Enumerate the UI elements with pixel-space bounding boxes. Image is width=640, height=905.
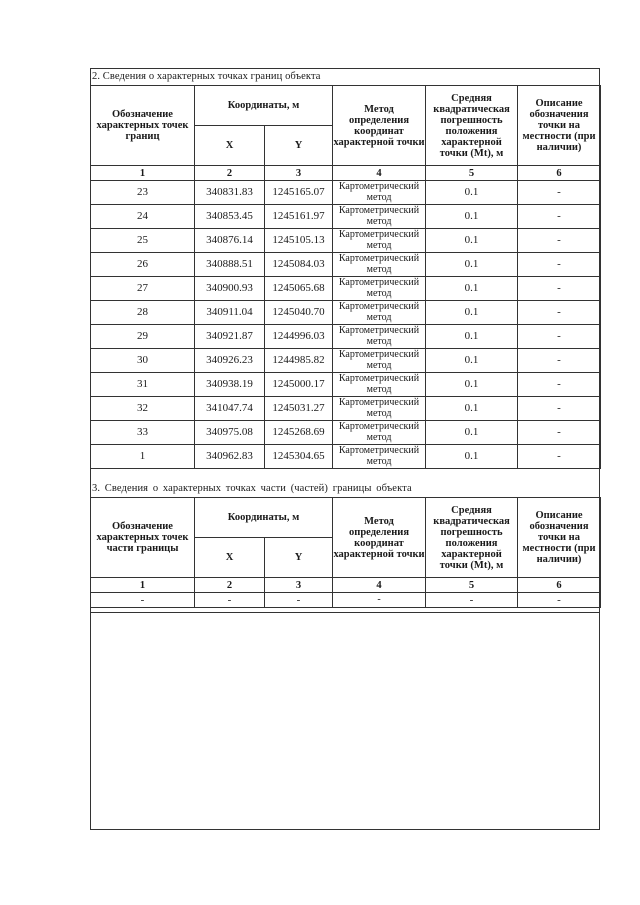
col-number: 5 xyxy=(426,166,518,181)
error-cell: 0.1 xyxy=(426,253,518,277)
x-coordinate-cell: 341047.74 xyxy=(195,397,265,421)
x-coordinate-cell: 340962.83 xyxy=(195,445,265,469)
method-cell: Картометрический метод xyxy=(333,373,426,397)
col-number: 2 xyxy=(195,166,265,181)
description-cell: - xyxy=(518,397,601,421)
table-row xyxy=(91,445,601,469)
point-cell: 31 xyxy=(91,373,195,397)
error-cell: 0.1 xyxy=(426,325,518,349)
point-cell: 28 xyxy=(91,301,195,325)
description-cell: - xyxy=(518,205,601,229)
table-row xyxy=(91,229,601,253)
method-cell: Картометрический метод xyxy=(333,277,426,301)
error-cell: 0.1 xyxy=(426,445,518,469)
method-cell: Картометрический метод xyxy=(333,349,426,373)
section2-title: 2. Сведения о характерных точках границ объекта xyxy=(92,71,321,82)
col-number: 2 xyxy=(195,578,265,593)
header-description: Описание обозначения точки на местности (при наличии) xyxy=(518,498,601,578)
point-cell: 29 xyxy=(91,325,195,349)
point-cell: 30 xyxy=(91,349,195,373)
x-coordinate-cell: 340975.08 xyxy=(195,421,265,445)
error-cell: 0.1 xyxy=(426,181,518,205)
point-cell: 1 xyxy=(91,445,195,469)
header-coordinates: Координаты, м xyxy=(195,86,333,126)
point-cell: 23 xyxy=(91,181,195,205)
table-row xyxy=(91,593,601,608)
description-cell: - xyxy=(518,593,601,608)
col-number: 4 xyxy=(333,578,426,593)
method-cell: Картометрический метод xyxy=(333,421,426,445)
description-cell: - xyxy=(518,349,601,373)
method-cell: - xyxy=(333,593,426,608)
x-coordinate-cell: 340926.23 xyxy=(195,349,265,373)
method-cell: Картометрический метод xyxy=(333,397,426,421)
header-designation: Обозначение характерных точек части границы xyxy=(91,498,195,578)
header-x: X xyxy=(195,126,265,166)
point-cell: 25 xyxy=(91,229,195,253)
col-number: 6 xyxy=(518,166,601,181)
table-row xyxy=(91,301,601,325)
y-coordinate-cell: 1245268.69 xyxy=(265,421,333,445)
method-cell: Картометрический метод xyxy=(333,181,426,205)
y-coordinate-cell: 1244996.03 xyxy=(265,325,333,349)
table-row xyxy=(91,421,601,445)
header-coordinates: Координаты, м xyxy=(195,498,333,538)
col-number: 3 xyxy=(265,166,333,181)
header-error: Средняя квадратическая погрешность положения характерной точки (Mt), м xyxy=(426,86,518,166)
description-cell: - xyxy=(518,373,601,397)
table-row xyxy=(91,253,601,277)
point-cell: 32 xyxy=(91,397,195,421)
method-cell: Картометрический метод xyxy=(333,205,426,229)
header-error: Средняя квадратическая погрешность положения характерной точки (Mt), м xyxy=(426,498,518,578)
header-y: Y xyxy=(265,538,333,578)
column-number-row xyxy=(91,578,601,593)
col-number: 5 xyxy=(426,578,518,593)
error-cell: 0.1 xyxy=(426,205,518,229)
y-coordinate-cell: 1245165.07 xyxy=(265,181,333,205)
error-cell: - xyxy=(426,593,518,608)
error-cell: 0.1 xyxy=(426,421,518,445)
point-cell: 26 xyxy=(91,253,195,277)
col-number: 4 xyxy=(333,166,426,181)
boundary-part-points-table xyxy=(90,497,601,608)
method-cell: Картометрический метод xyxy=(333,229,426,253)
table-end-divider xyxy=(90,612,600,613)
point-cell: 27 xyxy=(91,277,195,301)
x-coordinate-cell: 340921.87 xyxy=(195,325,265,349)
y-coordinate-cell: 1245065.68 xyxy=(265,277,333,301)
description-cell: - xyxy=(518,325,601,349)
col-number: 1 xyxy=(91,166,195,181)
boundary-points-table xyxy=(90,85,601,469)
x-coordinate-cell: 340853.45 xyxy=(195,205,265,229)
error-cell: 0.1 xyxy=(426,277,518,301)
column-number-row xyxy=(91,166,601,181)
table-row xyxy=(91,373,601,397)
error-cell: 0.1 xyxy=(426,373,518,397)
col-number: 6 xyxy=(518,578,601,593)
col-number: 1 xyxy=(91,578,195,593)
y-coordinate-cell: 1245161.97 xyxy=(265,205,333,229)
table-row xyxy=(91,205,601,229)
y-coordinate-cell: 1245031.27 xyxy=(265,397,333,421)
table-row xyxy=(91,397,601,421)
header-y: Y xyxy=(265,126,333,166)
x-coordinate-cell: 340938.19 xyxy=(195,373,265,397)
x-coordinate-cell: 340831.83 xyxy=(195,181,265,205)
point-cell: 33 xyxy=(91,421,195,445)
section3-title: 3. Сведения о характерных точках части (частей) границы объекта xyxy=(92,483,412,494)
table-row xyxy=(91,349,601,373)
x-coordinate-cell: 340876.14 xyxy=(195,229,265,253)
method-cell: Картометрический метод xyxy=(333,301,426,325)
error-cell: 0.1 xyxy=(426,397,518,421)
error-cell: 0.1 xyxy=(426,229,518,253)
x-coordinate-cell: 340888.51 xyxy=(195,253,265,277)
header-method: Метод определения координат характерной точки xyxy=(333,498,426,578)
header-method: Метод определения координат характерной точки xyxy=(333,86,426,166)
point-cell: - xyxy=(91,593,195,608)
description-cell: - xyxy=(518,277,601,301)
y-coordinate-cell: 1245040.70 xyxy=(265,301,333,325)
method-cell: Картометрический метод xyxy=(333,253,426,277)
description-cell: - xyxy=(518,253,601,277)
header-x: X xyxy=(195,538,265,578)
col-number: 3 xyxy=(265,578,333,593)
y-coordinate-cell: 1245304.65 xyxy=(265,445,333,469)
description-cell: - xyxy=(518,445,601,469)
description-cell: - xyxy=(518,301,601,325)
table-row xyxy=(91,181,601,205)
x-coordinate-cell: 340911.04 xyxy=(195,301,265,325)
description-cell: - xyxy=(518,421,601,445)
header-designation: Обозначение характерных точек границ xyxy=(91,86,195,166)
x-coordinate-cell: - xyxy=(195,593,265,608)
y-coordinate-cell: 1244985.82 xyxy=(265,349,333,373)
y-coordinate-cell: 1245084.03 xyxy=(265,253,333,277)
description-cell: - xyxy=(518,229,601,253)
y-coordinate-cell: 1245105.13 xyxy=(265,229,333,253)
error-cell: 0.1 xyxy=(426,301,518,325)
error-cell: 0.1 xyxy=(426,349,518,373)
description-cell: - xyxy=(518,181,601,205)
header-description: Описание обозначения точки на местности (при наличии) xyxy=(518,86,601,166)
point-cell: 24 xyxy=(91,205,195,229)
y-coordinate-cell: - xyxy=(265,593,333,608)
x-coordinate-cell: 340900.93 xyxy=(195,277,265,301)
method-cell: Картометрический метод xyxy=(333,445,426,469)
table-row xyxy=(91,325,601,349)
y-coordinate-cell: 1245000.17 xyxy=(265,373,333,397)
table-row xyxy=(91,277,601,301)
method-cell: Картометрический метод xyxy=(333,325,426,349)
